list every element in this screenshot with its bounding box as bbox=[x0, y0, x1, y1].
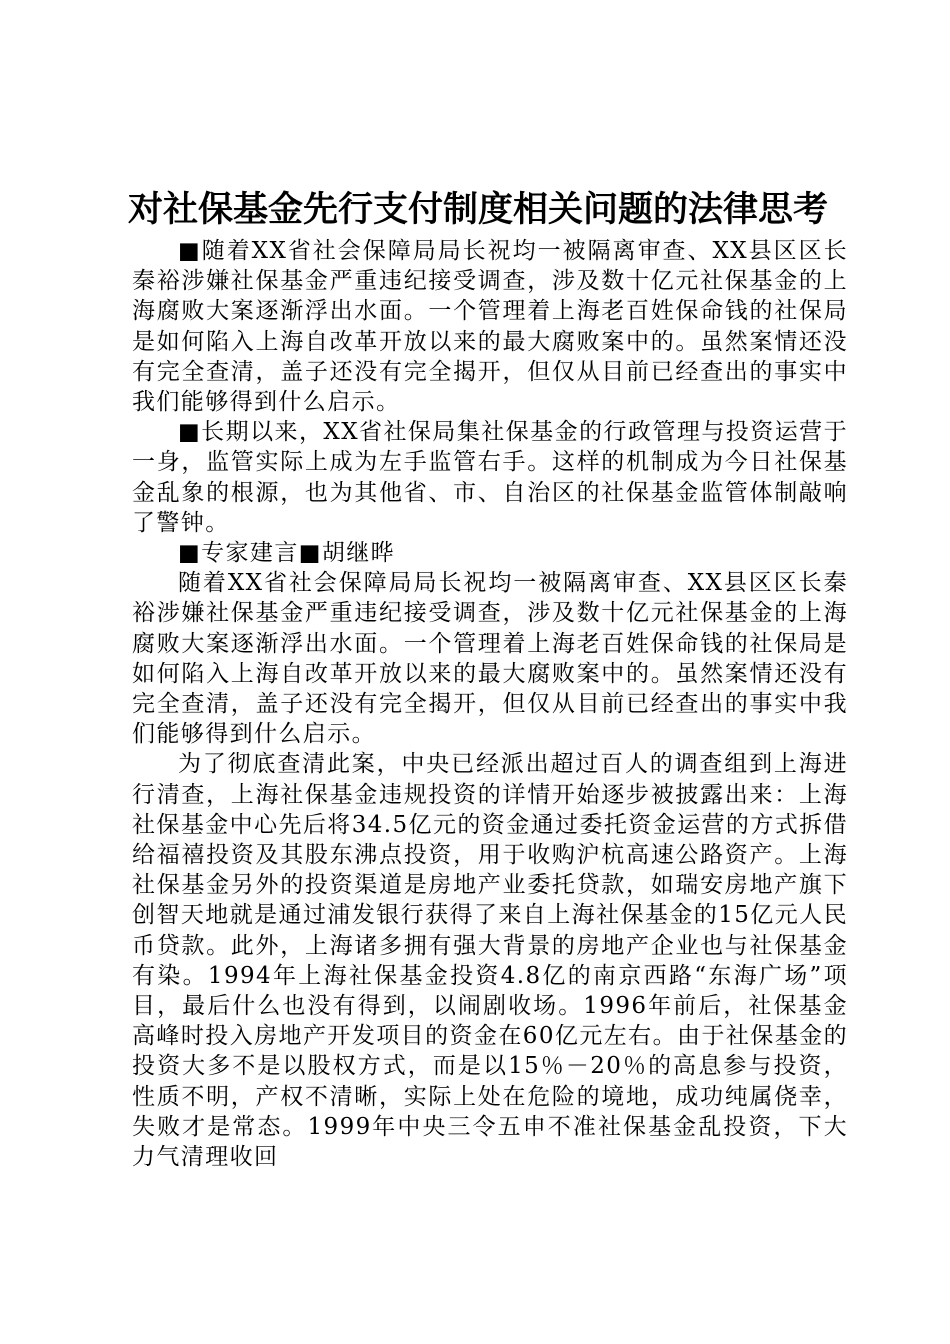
paragraph-intro: ■随着XX省社会保障局局长祝均一被隔离审查、XX县区区长秦裕涉嫌社保基金严重违纪接受调查，涉及数十亿元社保基金的上海腐败大案逐渐浮出水面。一个管理着上海老百姓保命钱的社保局是如何陷入上海自改革开放以来的最大腐败案中的。虽然案情还没有完全查清，盖子还没有完全揭开，但仅从目前已经查出的事实中我们能够得到什么启示。 bbox=[132, 238, 848, 416]
paragraph-body-1: 随着XX省社会保障局局长祝均一被隔离审查、XX县区区长秦裕涉嫌社保基金严重违纪接受调查，涉及数十亿元社保基金的上海腐败大案逐渐浮出水面。一个管理着上海老百姓保命钱的社保局是如何陷入上海自改革开放以来的最大腐败案中的。虽然案情还没有完全查清，盖子还没有完全揭开，但仅从目前已经查出的事实中我们能够得到什么启示。 bbox=[132, 570, 848, 748]
paragraph-background: ■长期以来，XX省社保局集社保基金的行政管理与投资运营于一身，监管实际上成为左手监管右手。这样的机制成为今日社保基金乱象的根源，也为其他省、市、自治区的社保基金监管体制敲响了警钟。 bbox=[132, 419, 848, 536]
document-body bbox=[132, 236, 848, 1172]
paragraph-body-2: 为了彻底查清此案，中央已经派出超过百人的调查组到上海进行清查，上海社保基金违规投资的详情开始逐步被披露出来：上海社保基金中心先后将34.5亿元的资金通过委托资金运营的方式拆借给福禧投资及其股东沸点投资，用于收购沪杭高速公路资产。上海社保基金另外的投资渠道是房地产业委托贷款，如瑞安房地产旗下创智天地就是通过浦发银行获得了来自上海社保基金的15亿元人民币贷款。此外，上海诸多拥有强大背景的房地产企业也与社保基金有染。1994年上海社保基金投资4.8亿的南京西路“东海广场”项目，最后什么也没有得到，以闹剧收场。1996年前后，社保基金高峰时投入房地产开发项目的资金在60亿元左右。由于社保基金的投资大多不是以股权方式，而是以15％－20％的高息参与投资，性质不明，产权不清晰，实际上处在危险的境地，成功纯属侥幸，失败才是常态。1999年中央三令五申不准社保基金乱投资，下大力气清理收回 bbox=[132, 751, 848, 1171]
paragraph-byline: ■专家建言■胡继晔 bbox=[178, 540, 396, 567]
document-title: 对社保基金先行支付制度相关问题的法律思考 bbox=[128, 189, 829, 230]
